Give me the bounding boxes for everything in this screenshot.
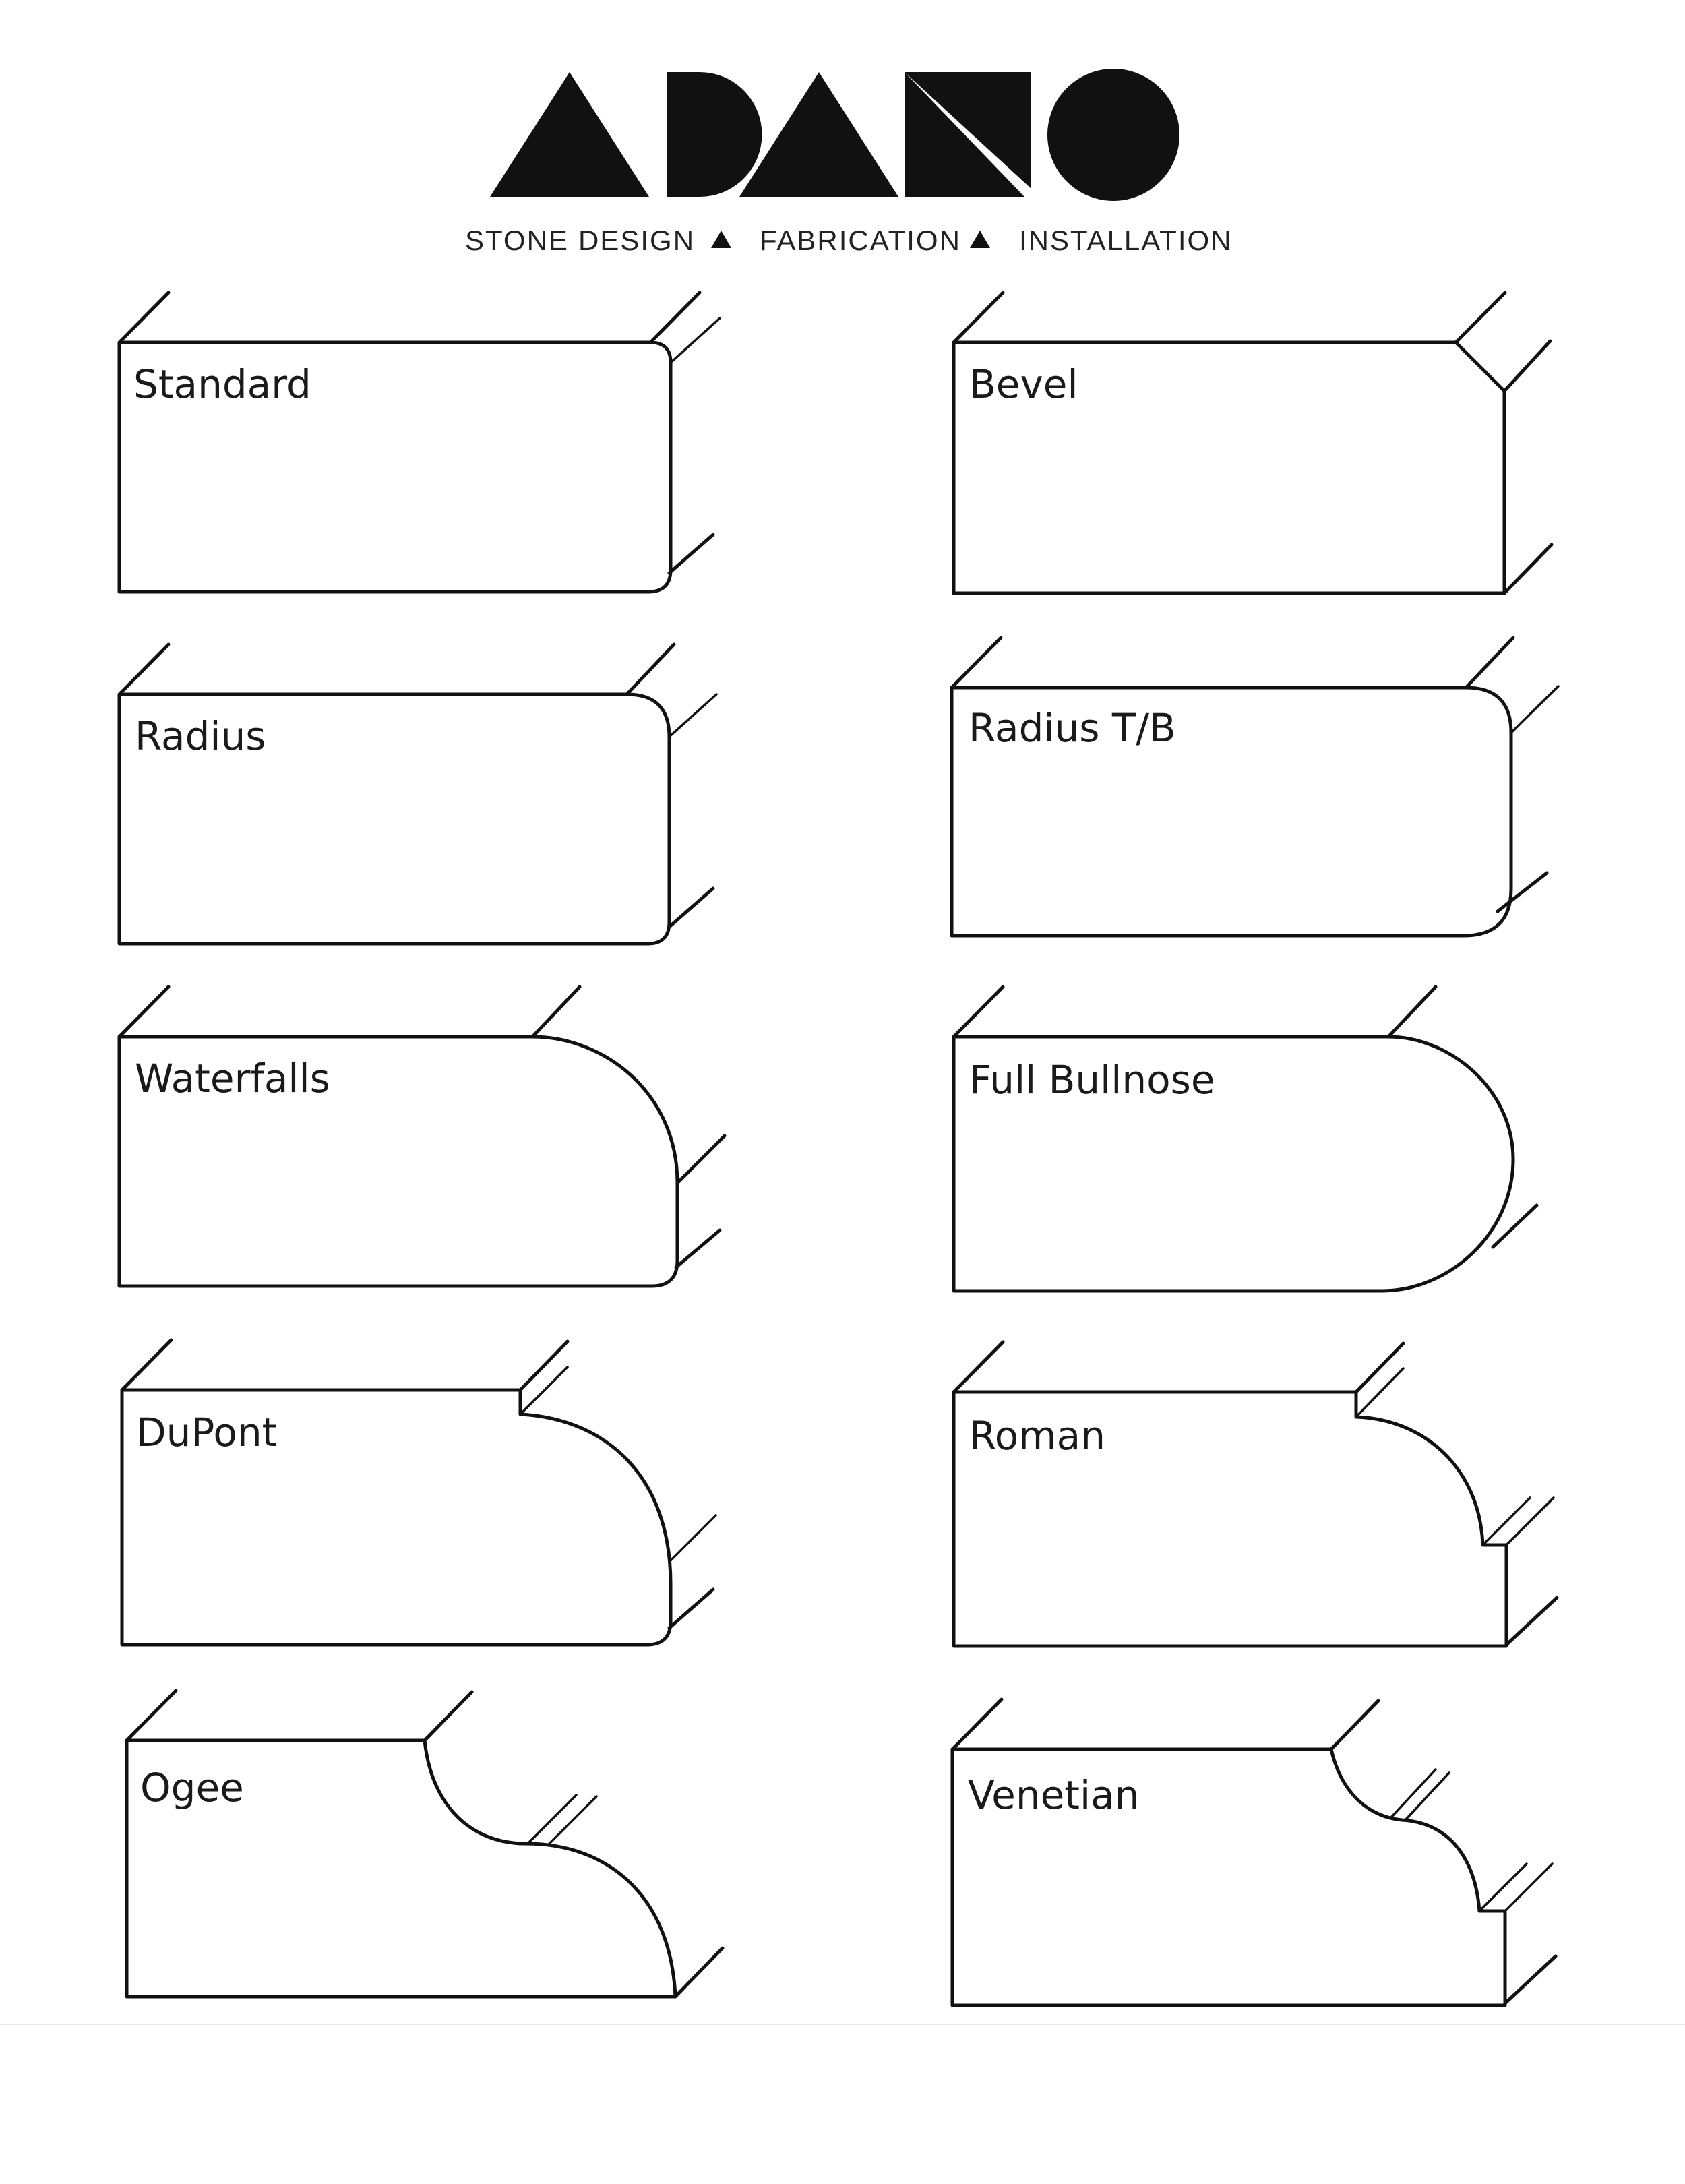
profile-label-venetian: Venetian	[968, 1772, 1140, 1818]
profile-dupont	[122, 1340, 716, 1645]
profile-full-bullnose	[954, 987, 1537, 1291]
profile-label-standard: Standard	[133, 361, 311, 407]
adamo-logo	[490, 69, 1180, 201]
tagline-word-design: DESIGN	[578, 224, 696, 256]
profile-label-roman: Roman	[969, 1413, 1105, 1459]
triangle-bullet-icon	[970, 231, 990, 248]
profile-radius-tb	[952, 638, 1558, 936]
profile-standard	[119, 293, 720, 592]
tagline-word-installation: INSTALLATION	[1019, 224, 1233, 256]
profile-label-bevel: Bevel	[969, 361, 1078, 407]
profile-ogee	[127, 1691, 723, 1997]
tagline	[465, 224, 1233, 256]
profile-label-full-bullnose: Full Bullnose	[969, 1057, 1215, 1103]
profile-venetian	[952, 1699, 1556, 2005]
tagline-word-stone: STONE	[465, 224, 569, 256]
triangle-bullet-icon	[711, 231, 731, 248]
profile-label-radius: Radius	[135, 713, 266, 759]
page-divider	[0, 2024, 1685, 2025]
profile-roman	[954, 1342, 1557, 1646]
profile-waterfalls	[119, 987, 725, 1286]
profile-radius	[119, 644, 716, 944]
profile-label-radius-tb: Radius T/B	[969, 705, 1176, 751]
profile-label-ogee: Ogee	[140, 1765, 244, 1811]
profile-label-dupont: DuPont	[136, 1409, 278, 1455]
profile-label-waterfalls: Waterfalls	[135, 1056, 330, 1101]
tagline-word-fabrication: FABRICATION	[760, 224, 961, 256]
profile-bevel	[954, 293, 1552, 593]
